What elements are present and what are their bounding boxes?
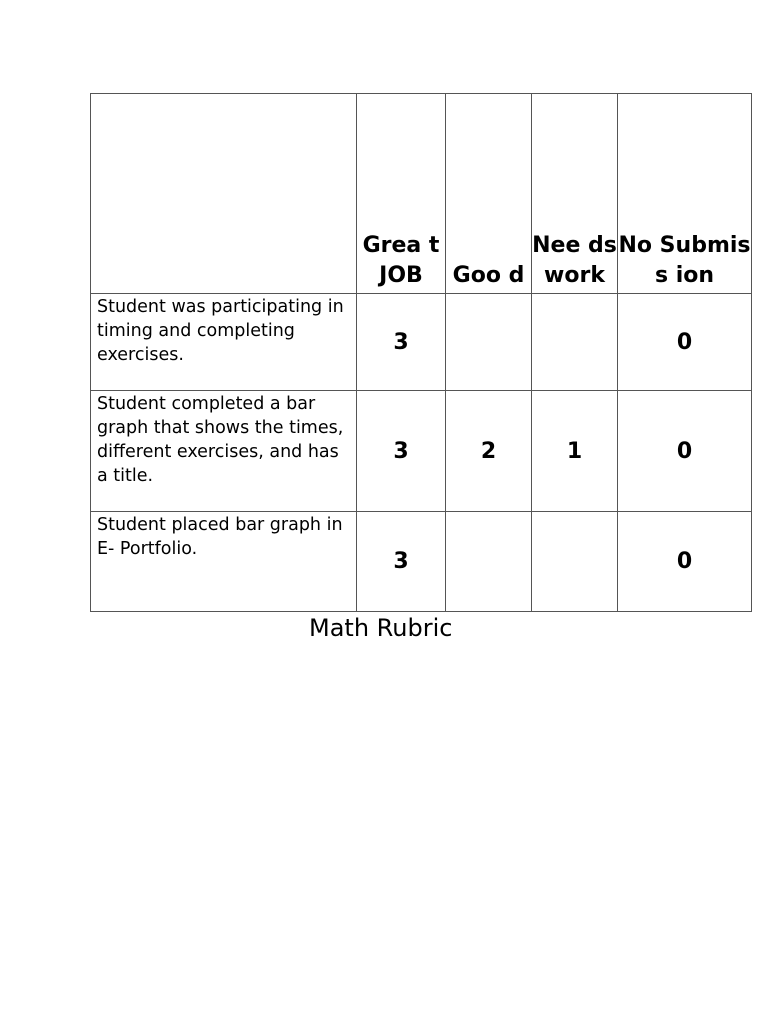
criterion-cell: Student completed a bar graph that shows the times, different exercises, and has a title. (91, 391, 357, 512)
score-good-cell: 2 (446, 391, 532, 512)
header-good: Goo d (446, 94, 532, 294)
score-no-submission-cell: 0 (618, 512, 752, 612)
score-no-submission-cell: 0 (618, 294, 752, 391)
header-needs-work: Nee ds work (532, 94, 618, 294)
score-needs-work-cell (532, 512, 618, 612)
table-row (91, 512, 752, 612)
rubric-table (90, 93, 752, 612)
header-corner-cell (91, 94, 357, 294)
score-needs-work-cell: 1 (532, 391, 618, 512)
criterion-cell: Student was participating in timing and completing exercises. (91, 294, 357, 391)
score-great-cell: 3 (357, 294, 446, 391)
score-needs-work-cell (532, 294, 618, 391)
score-great-cell: 3 (357, 512, 446, 612)
rubric-caption: Math Rubric (309, 614, 453, 642)
score-great-cell: 3 (357, 391, 446, 512)
criterion-cell: Student placed bar graph in E- Portfolio. (91, 512, 357, 612)
score-good-cell (446, 294, 532, 391)
table-row (91, 294, 752, 391)
header-great-job: Grea t JOB (357, 94, 446, 294)
score-no-submission-cell: 0 (618, 391, 752, 512)
header-row (91, 94, 752, 294)
header-no-submission: No Submiss ion (618, 94, 752, 294)
score-good-cell (446, 512, 532, 612)
table-row (91, 391, 752, 512)
